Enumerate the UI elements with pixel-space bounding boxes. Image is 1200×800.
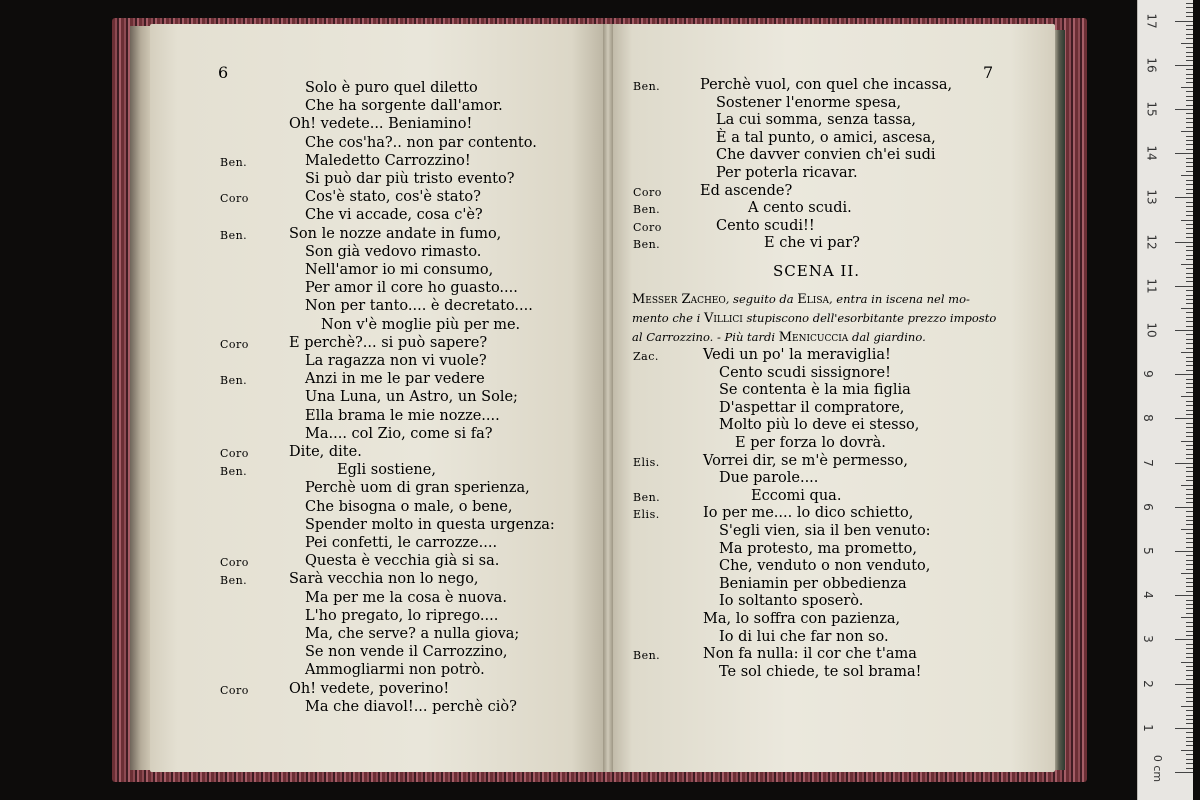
ruler-tick (1181, 750, 1193, 751)
ruler-tick (1181, 308, 1193, 309)
verse-line: Dite, dite. (289, 444, 362, 460)
ruler-tick (1186, 383, 1193, 384)
verse-line: Che bisogna o male, o bene, (305, 498, 513, 515)
ruler-tick (1181, 662, 1193, 663)
ruler-tick (1186, 582, 1193, 583)
ruler-tick (1175, 551, 1193, 552)
ruler-tick (1186, 423, 1193, 424)
verse-line: Non fa nulla: il cor che t'ama (703, 646, 917, 663)
ruler-tick (1186, 317, 1193, 318)
ruler-tick (1186, 233, 1193, 234)
ruler-tick (1186, 82, 1193, 83)
ruler-tick (1186, 52, 1193, 53)
ruler-tick (1181, 396, 1193, 397)
speaker-label: Coro (220, 683, 249, 697)
ruler-tick (1186, 754, 1193, 755)
ruler-tick (1175, 595, 1193, 596)
verse-line: Ma.... col Zio, come si fa? (305, 425, 493, 442)
ruler-tick (1186, 427, 1193, 428)
ruler-number: 4 (1140, 591, 1155, 600)
ruler-tick (1186, 237, 1193, 238)
verse-line: Anzi in me le par vedere (305, 371, 485, 388)
ruler-tick (1175, 728, 1193, 729)
verse-line: Son già vedovo rimasto. (305, 243, 482, 260)
ruler-tick (1186, 206, 1193, 207)
ruler-tick (1186, 158, 1193, 159)
ruler-tick (1175, 507, 1193, 508)
speaker-label: Ben. (220, 574, 248, 588)
ruler-tick (1186, 405, 1193, 406)
ruler-tick (1186, 516, 1193, 517)
ruler-tick (1175, 242, 1193, 243)
ruler-tick (1186, 60, 1193, 61)
ruler-tick (1186, 105, 1193, 106)
speaker-label: Ben. (220, 228, 248, 242)
verse-line: Pei confetti, le carrozze.... (305, 535, 498, 551)
ruler-tick (1186, 697, 1193, 698)
speaker-label: Coro (220, 556, 249, 570)
ruler-tick (1175, 65, 1193, 66)
speaker-label: Ben. (633, 203, 661, 217)
verse-line: Perchè vuol, con quel che incassa, (700, 77, 953, 93)
ruler-tick (1186, 166, 1193, 167)
verse-line: Oh! vedete, poverino! (289, 680, 450, 697)
ruler-tick (1186, 113, 1193, 114)
ruler-tick (1186, 401, 1193, 402)
ruler-tick (1186, 321, 1193, 322)
ruler-tick (1186, 564, 1193, 565)
ruler-tick (1186, 666, 1193, 667)
ruler-tick (1186, 502, 1193, 503)
verse-line: Ammogliarmi non potrò. (305, 662, 485, 679)
verse-line: Perchè uom di gran sperienza, (305, 480, 530, 497)
verse-line: Che davver convien ch'ei sudi (716, 147, 936, 164)
ruler-tick (1181, 352, 1193, 353)
ruler-tick (1186, 701, 1193, 702)
ruler-tick (1186, 449, 1193, 450)
ruler-tick (1175, 197, 1193, 198)
ruler-number: 14 (1144, 145, 1159, 161)
ruler-number: 15 (1144, 101, 1159, 117)
speaker-label: Zac. (633, 350, 659, 363)
verse-line: Sarà vecchia non lo nego, (289, 571, 479, 588)
ruler-tick (1186, 648, 1193, 649)
ruler-tick (1175, 418, 1193, 419)
ruler-tick (1186, 467, 1193, 468)
ruler-tick (1186, 631, 1193, 632)
verse-line: Se non vende il Carrozzino, (305, 644, 508, 661)
verse-line: Questa è vecchia già si sa. (305, 553, 500, 570)
speaker-label: Ben. (633, 649, 661, 663)
ruler-tick (1186, 290, 1193, 291)
ruler-tick (1186, 277, 1193, 278)
ruler-tick (1181, 264, 1193, 265)
verse-line: Solo è puro quel diletto (305, 80, 478, 96)
verse-line: Che, venduto o non venduto, (719, 558, 931, 575)
ruler-tick (1186, 445, 1193, 446)
ruler-tick (1186, 759, 1193, 760)
verse-line: Spender molto in questa urgenza: (305, 516, 555, 533)
verse-line: E che vi par? (764, 235, 860, 252)
verse-line: Sostener l'enorme spesa, (716, 94, 902, 111)
speaker-label: Ben. (633, 238, 661, 252)
ruler-tick (1186, 96, 1193, 97)
ruler-tick (1186, 339, 1193, 340)
ruler-tick (1186, 69, 1193, 70)
ruler-tick (1175, 21, 1193, 22)
ruler-tick (1186, 361, 1193, 362)
ruler-tick (1181, 485, 1193, 486)
ruler-number: 3 (1140, 635, 1155, 644)
verse-line: Io per me.... lo dico schietto, (703, 505, 914, 522)
verse-line: Cento scudi sissignore! (719, 364, 891, 381)
page-stack-left-edge (130, 26, 152, 770)
ruler-tick (1175, 639, 1193, 640)
speaker-label: Coro (220, 192, 249, 206)
ruler-tick (1186, 91, 1193, 92)
ruler-tick (1186, 56, 1193, 57)
ruler-tick (1186, 144, 1193, 145)
verse-line: Vorrei dir, se m'è permesso, (703, 452, 908, 469)
ruler-number: 9 (1140, 370, 1155, 379)
ruler-tick (1175, 684, 1193, 685)
ruler-tick (1186, 763, 1193, 764)
ruler-tick (1186, 193, 1193, 194)
ruler-tick (1181, 87, 1193, 88)
ruler-tick (1186, 255, 1193, 256)
verse-line: A cento scudi. (748, 200, 852, 217)
ruler-tick (1181, 617, 1193, 618)
ruler-tick (1186, 303, 1193, 304)
ruler-tick (1175, 772, 1193, 773)
ruler-tick (1186, 471, 1193, 472)
verse-line: La cui somma, senza tassa, (716, 112, 916, 129)
verse-line: Ella brama le mie nozze.... (305, 407, 500, 424)
ruler-tick (1186, 259, 1193, 260)
ruler-tick (1186, 608, 1193, 609)
verse-line: Una Luna, un Astro, un Sole; (305, 389, 518, 406)
stage-direction-line-2: mento che i Villici stupiscono dell'esorbitante prezzo imposto (632, 311, 997, 326)
ruler-tick (1186, 524, 1193, 525)
ruler-tick (1186, 281, 1193, 282)
ruler-tick (1186, 723, 1193, 724)
ruler-tick (1186, 162, 1193, 163)
ruler-tick (1186, 626, 1193, 627)
ruler-tick (1186, 675, 1193, 676)
ruler-tick (1186, 379, 1193, 380)
speaker-label: Ben. (633, 80, 661, 93)
ruler-number: 17 (1144, 12, 1159, 29)
verse-line: Te sol chiede, te sol brama! (719, 663, 922, 680)
verse-line: Non per tanto.... è decretato.... (305, 298, 533, 315)
ruler-tick (1186, 38, 1193, 39)
ruler-tick (1186, 348, 1193, 349)
ruler-tick (1175, 463, 1193, 464)
ruler-tick (1186, 365, 1193, 366)
ruler-tick (1186, 392, 1193, 393)
ruler-tick (1186, 122, 1193, 123)
ruler-tick (1186, 47, 1193, 48)
ruler-tick (1186, 184, 1193, 185)
ruler-tick (1186, 679, 1193, 680)
verse-line: Che cos'ha?.. non par contento. (305, 134, 537, 151)
ruler-number: 13 (1144, 189, 1159, 206)
speaker-label: Ben. (220, 465, 248, 479)
ruler-tick (1186, 334, 1193, 335)
ruler-tick (1186, 25, 1193, 26)
verse-line: La ragazza non vi vuole? (305, 353, 487, 369)
ruler-tick (1186, 224, 1193, 225)
ruler-tick (1186, 100, 1193, 101)
ruler-tick (1186, 520, 1193, 521)
ruler-tick (1186, 312, 1193, 313)
ruler-tick (1181, 131, 1193, 132)
ruler-tick (1186, 741, 1193, 742)
verse-line: Cos'è stato, cos'è stato? (305, 189, 481, 206)
ruler-tick (1175, 330, 1193, 331)
ruler-tick (1186, 653, 1193, 654)
speaker-label: Ben. (220, 374, 248, 388)
stage-direction (632, 290, 1024, 347)
speaker-label: Ben. (220, 155, 248, 169)
verse-line: Che ha sorgente dall'amor. (305, 98, 503, 115)
verse-line: Due parole.... (719, 470, 819, 487)
verse-line: Molto più lo deve ei stesso, (719, 417, 920, 434)
verse-line: Io soltanto sposerò. (719, 593, 864, 610)
ruler-number: 5 (1140, 547, 1155, 555)
ruler-number: 10 (1144, 322, 1159, 338)
ruler-tick (1186, 29, 1193, 30)
verse-line: L'ho pregato, lo riprego.... (305, 607, 499, 624)
ruler-tick (1186, 768, 1193, 769)
ruler-tick (1186, 140, 1193, 141)
ruler-tick (1186, 635, 1193, 636)
verse-line: Ed ascende? (700, 182, 793, 199)
stage-direction-line-1: Messer Zacheo, seguito da Elisa, entra in iscena nel mo- (632, 292, 970, 307)
verse-line: Io di lui che far non so. (719, 628, 889, 645)
ruler-tick (1186, 7, 1193, 8)
ruler-tick (1186, 511, 1193, 512)
ruler-tick (1186, 432, 1193, 433)
ruler-tick (1186, 494, 1193, 495)
ruler-tick (1181, 706, 1193, 707)
ruler-tick (1186, 613, 1193, 614)
page-number-left: 6 (218, 63, 229, 82)
verse-line: Ma protesto, ma prometto, (719, 540, 917, 557)
ruler-tick (1186, 560, 1193, 561)
ruler-tick (1186, 246, 1193, 247)
ruler-tick (1181, 573, 1193, 574)
ruler-tick (1186, 410, 1193, 411)
ruler-tick (1186, 149, 1193, 150)
ruler-unit-label: 0 cm (1151, 754, 1165, 783)
verse-line: Egli sostiene, (337, 462, 436, 479)
verse-line: E perchè?... si può sapere? (289, 334, 488, 351)
ruler-tick (1181, 220, 1193, 221)
ruler-tick (1186, 600, 1193, 601)
verse-line: Che vi accade, cosa c'è? (305, 207, 483, 224)
ruler-tick (1175, 153, 1193, 154)
ruler-tick (1186, 414, 1193, 415)
ruler-tick (1186, 533, 1193, 534)
ruler-tick (1186, 715, 1193, 716)
ruler-number: 16 (1144, 57, 1159, 73)
ruler-tick (1175, 374, 1193, 375)
ruler-tick (1175, 286, 1193, 287)
ruler-tick (1186, 326, 1193, 327)
ruler-tick (1186, 591, 1193, 592)
ruler-tick (1186, 202, 1193, 203)
ruler-tick (1186, 586, 1193, 587)
ruler-tick (1186, 343, 1193, 344)
ruler-tick (1186, 211, 1193, 212)
ruler-number: 6 (1140, 502, 1155, 511)
ruler-tick (1186, 357, 1193, 358)
ruler-tick (1186, 688, 1193, 689)
ruler-tick (1186, 118, 1193, 119)
ruler-tick (1186, 622, 1193, 623)
ruler-tick (1175, 109, 1193, 110)
verse-line: Vedi un po' la meraviglia! (703, 347, 891, 363)
verse-line: Maledetto Carrozzino! (305, 152, 471, 169)
ruler-tick (1186, 127, 1193, 128)
ruler-tick (1186, 569, 1193, 570)
verse-line: Oh! vedete... Beniamino! (289, 116, 473, 133)
ruler-tick (1186, 555, 1193, 556)
speaker-label: Coro (220, 447, 249, 460)
speaker-label: Coro (633, 185, 662, 199)
ruler-tick (1186, 268, 1193, 269)
ruler-tick (1186, 74, 1193, 75)
ruler-tick (1186, 78, 1193, 79)
ruler-tick (1186, 489, 1193, 490)
ruler-tick (1186, 458, 1193, 459)
verse-line: Beniamin per obbedienza (719, 575, 907, 592)
verse-line: Eccomi qua. (751, 487, 842, 504)
ruler-tick (1186, 745, 1193, 746)
verse-line: Nell'amor io mi consumo, (305, 262, 494, 278)
ruler-tick (1186, 228, 1193, 229)
ruler-tick (1186, 476, 1193, 477)
ruler-tick (1186, 670, 1193, 671)
page-number-right: 7 (983, 63, 994, 82)
ruler-tick (1186, 16, 1193, 17)
ruler-number: 12 (1144, 233, 1159, 250)
ruler-tick (1186, 578, 1193, 579)
ruler-number: 11 (1144, 278, 1159, 294)
verse-line: Ma, che serve? a nulla giova; (305, 626, 520, 642)
ruler-tick (1186, 215, 1193, 216)
ruler-number: 7 (1140, 458, 1155, 467)
verse-line: D'aspettar il compratore, (719, 399, 905, 416)
speaker-label: Elis. (633, 455, 660, 469)
ruler-tick (1186, 454, 1193, 455)
ruler-tick (1186, 273, 1193, 274)
ruler-tick (1186, 34, 1193, 35)
speaker-label: Ben. (633, 490, 661, 504)
scene-title: SCENA II. (773, 262, 861, 280)
ruler-tick (1186, 3, 1193, 4)
ruler-tick (1186, 387, 1193, 388)
verse-line: Son le nozze andate in fumo, (289, 225, 502, 242)
verse-line: Per poterla ricavar. (716, 165, 858, 181)
verse-line: Ma per me la cosa è nuova. (305, 589, 507, 606)
ruler-tick (1186, 692, 1193, 693)
ruler-number: 8 (1140, 414, 1155, 423)
verse-line: Non v'è moglie più per me. (321, 316, 521, 333)
ruler-tick (1186, 370, 1193, 371)
ruler-number: 1 (1140, 723, 1155, 732)
ruler-tick (1186, 737, 1193, 738)
book-gutter (603, 24, 613, 772)
ruler-tick (1186, 436, 1193, 437)
verse-line: Ma, lo soffra con pazienza, (703, 611, 901, 627)
verse-line: Si può dar più tristo evento? (305, 171, 515, 187)
ruler-tick (1186, 295, 1193, 296)
verse-line: Ma che diavol!... perchè ciò? (305, 698, 517, 715)
verse-line: E per forza lo dovrà. (735, 435, 886, 451)
verse-line: Cento scudi!! (716, 217, 815, 234)
ruler-tick (1186, 299, 1193, 300)
verse-line: Per amor il core ho guasto.... (305, 280, 518, 297)
verse-line: S'egli vien, sia il ben venuto: (719, 523, 931, 539)
ruler-number: 2 (1140, 679, 1155, 688)
ruler-tick (1186, 189, 1193, 190)
speaker-label: Coro (220, 337, 249, 351)
ruler-tick (1186, 542, 1193, 543)
ruler-tick (1186, 498, 1193, 499)
ruler-tick (1186, 732, 1193, 733)
ruler-tick (1186, 12, 1193, 13)
ruler-tick (1186, 710, 1193, 711)
ruler-tick (1181, 441, 1193, 442)
ruler-tick (1186, 604, 1193, 605)
measuring-ruler (1137, 0, 1193, 800)
speaker-label: Elis. (633, 508, 660, 522)
ruler-tick (1181, 43, 1193, 44)
ruler-tick (1181, 175, 1193, 176)
speaker-label: Coro (633, 220, 662, 234)
ruler-tick (1186, 657, 1193, 658)
verse-line: Se contenta è la mia figlia (719, 382, 911, 399)
ruler-tick (1186, 719, 1193, 720)
ruler-tick (1186, 136, 1193, 137)
stage-direction-line-3: al Carrozzino. - Più tardi Menicuccia dal giardino. (632, 330, 926, 345)
ruler-tick (1186, 547, 1193, 548)
verse-line: È a tal punto, o amici, ascesa, (716, 129, 936, 146)
ruler-tick (1186, 171, 1193, 172)
ruler-tick (1186, 480, 1193, 481)
ruler-tick (1181, 529, 1193, 530)
ruler-tick (1186, 644, 1193, 645)
ruler-tick (1186, 180, 1193, 181)
ruler-tick (1186, 250, 1193, 251)
ruler-tick (1186, 538, 1193, 539)
